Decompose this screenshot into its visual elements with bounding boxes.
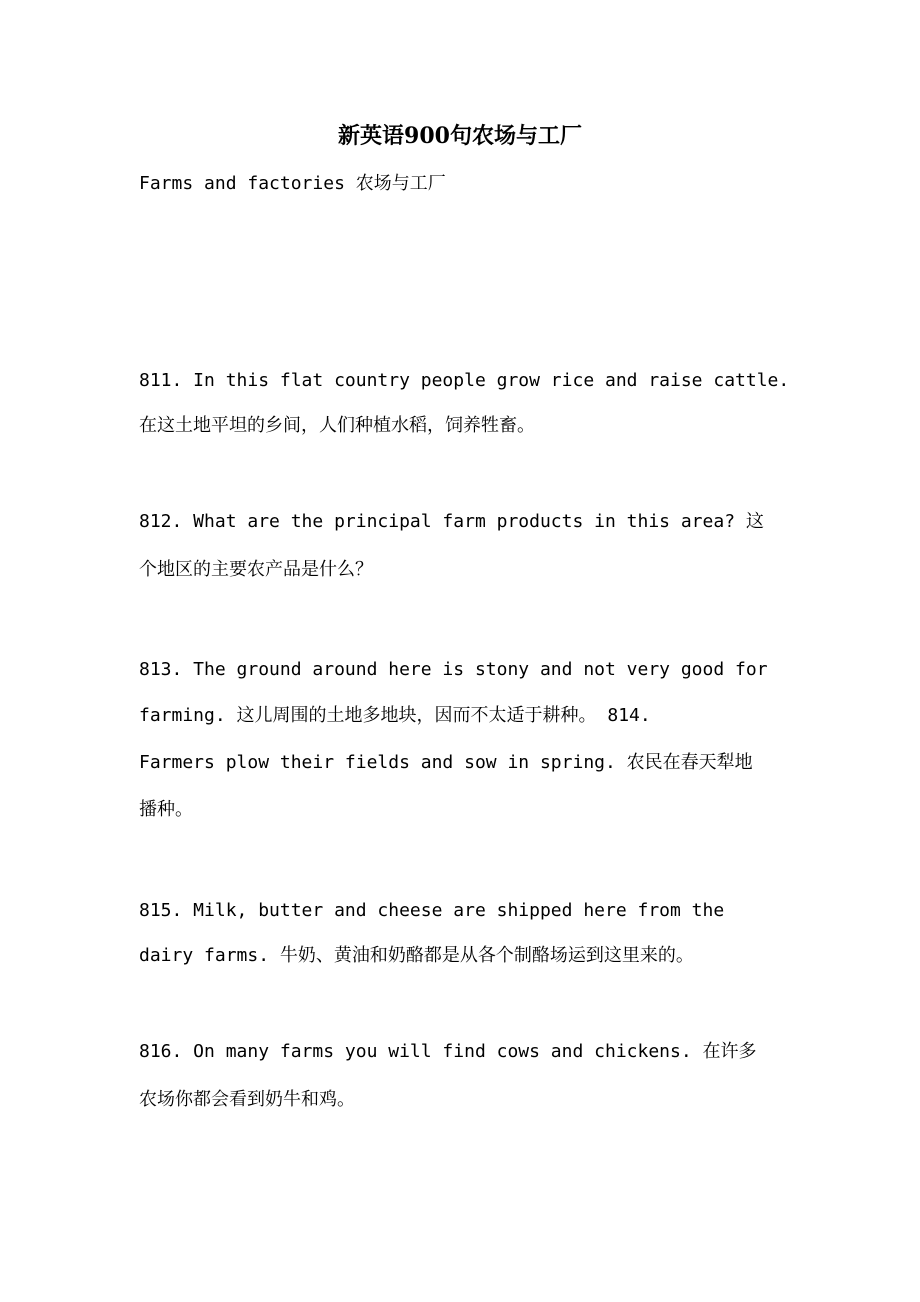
sentence-811-english: 811. In this flat country people grow rice and raise cattle. [139, 370, 789, 391]
sentence-816-line-1: 816. On many farms you will find cows and chickens. 在许多 [139, 1041, 757, 1062]
sentence-814-line-1: Farmers plow their fields and sow in spring. 农民在春天犁地 [139, 752, 753, 773]
sentence-812-line-1: 812. What are the principal farm products in this area? 这 [139, 511, 764, 532]
document-subtitle: Farms and factories 农场与工厂 [139, 173, 446, 194]
sentence-815-line-2: dairy farms. 牛奶、黄油和奶酪都是从各个制酪场运到这里来的。 [139, 945, 694, 966]
sentence-812-line-2: 个地区的主要农产品是什么？ [139, 559, 373, 580]
sentence-813-line-2: farming. 这儿周围的土地多地块，因而不太适于耕种。 814. [139, 705, 651, 726]
sentence-813-line-1: 813. The ground around here is stony and not very good for [139, 659, 768, 680]
sentence-811-chinese: 在这土地平坦的乡间，人们种植水稻，饲养牲畜。 [139, 415, 535, 436]
document-title: 新英语900句农场与工厂 [338, 123, 582, 149]
sentence-815-line-1: 815. Milk, butter and cheese are shipped here from the [139, 900, 725, 921]
sentence-814-line-2: 播种。 [139, 799, 193, 820]
sentence-816-line-2: 农场你都会看到奶牛和鸡。 [139, 1089, 355, 1110]
